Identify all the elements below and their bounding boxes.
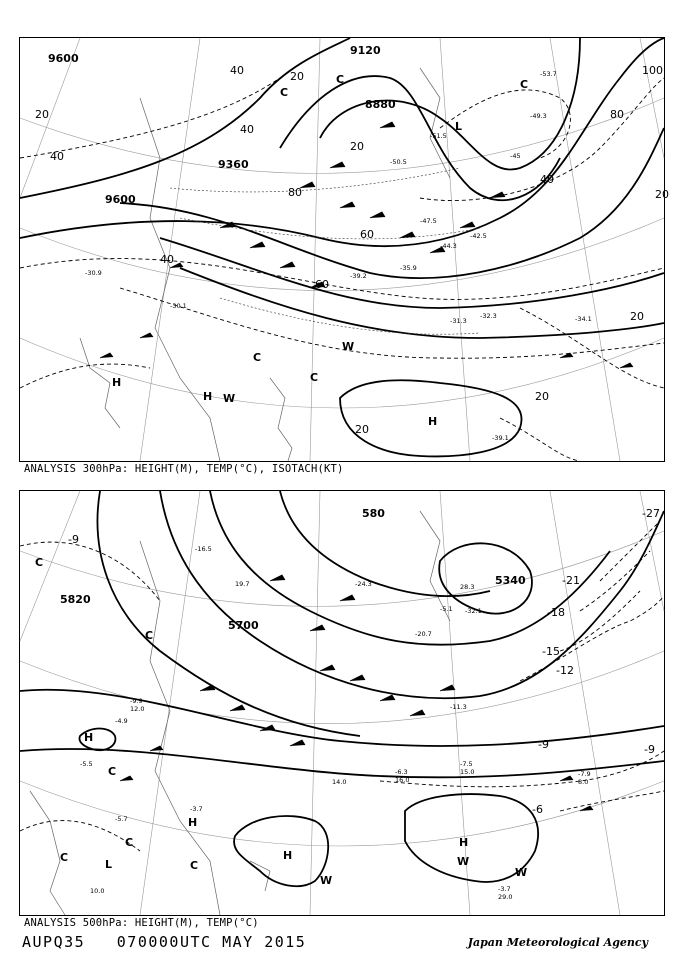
- obs-label: -7.9: [578, 770, 591, 778]
- cold-label: C: [520, 78, 529, 91]
- obs-label: 19.7: [235, 580, 250, 588]
- isotach-label: 40: [50, 150, 64, 163]
- obs-label: 15.0: [460, 768, 475, 776]
- temp-label: -30.1: [170, 302, 187, 310]
- height-label: 9600: [48, 52, 79, 65]
- obs-label: -3.7: [190, 805, 203, 813]
- temp-label: -49.3: [530, 112, 547, 120]
- obs-label: 29.0: [498, 893, 513, 901]
- height-label: 580: [362, 507, 385, 520]
- cold-label: C: [280, 86, 289, 99]
- temp-contour-label: -12: [556, 664, 574, 677]
- obs-label: -7.5: [460, 760, 473, 768]
- isotach-label: 20: [290, 70, 304, 83]
- warm-label: W: [320, 874, 333, 887]
- temp-label: -53.7: [540, 70, 557, 78]
- obs-label: -32.1: [465, 607, 482, 615]
- graticule: [20, 38, 664, 461]
- obs-label: -5.7: [115, 815, 128, 823]
- chart-code: AUPQ35 070000UTC MAY 2015: [22, 933, 307, 951]
- temp-contour-label: -21: [562, 574, 580, 587]
- isotach-labels: [35, 64, 669, 436]
- obs-label: 8.0: [578, 778, 589, 786]
- warm-label: W: [342, 340, 355, 353]
- temp-label: -31.3: [450, 317, 467, 325]
- map-300hpa-drawing: [20, 38, 669, 461]
- isotach-label: 20: [35, 108, 49, 121]
- isotachs: [20, 78, 664, 461]
- temp-label: -39.2: [350, 272, 367, 280]
- low-pressure-label: L: [105, 858, 113, 871]
- warm-label: W: [457, 855, 470, 868]
- obs-label: -3.7: [498, 885, 511, 893]
- temp-label: -39.1: [492, 434, 509, 442]
- caption-300hpa: ANALYSIS 300hPa: HEIGHT(M), TEMP(°C), ISOTACH(KT): [24, 463, 344, 475]
- temp-contour-label: -18: [547, 606, 565, 619]
- isotherms: [20, 521, 664, 851]
- isotach-label: 100: [642, 64, 663, 77]
- system-labels: [112, 73, 528, 428]
- obs-label: -6.3: [395, 768, 408, 776]
- cold-label: C: [190, 859, 199, 872]
- isotach-label: 60: [315, 278, 329, 291]
- high-pressure-label: H: [283, 849, 293, 862]
- high-pressure-label: H: [428, 415, 438, 428]
- obs-label: -4.9: [115, 717, 128, 725]
- cold-label: C: [253, 351, 262, 364]
- obs-label: -5.5: [80, 760, 93, 768]
- cold-label: C: [108, 765, 117, 778]
- obs-label: 14.0: [332, 778, 347, 786]
- temp-contour-label: -6: [532, 803, 543, 816]
- cold-label: C: [336, 73, 345, 86]
- temp-contour-labels: [68, 507, 660, 816]
- warm-label: W: [223, 392, 236, 405]
- obs-label: -16.5: [195, 545, 212, 553]
- height-contours: [20, 38, 664, 456]
- height-label: 5340: [495, 574, 526, 587]
- temp-contour-label: -9: [644, 743, 655, 756]
- temp-label: -45: [510, 152, 521, 160]
- height-label: 9120: [350, 44, 381, 57]
- map-500hpa-drawing: [20, 491, 664, 915]
- temp-contour-label: -9: [68, 533, 79, 546]
- temp-label: -30.9: [85, 269, 102, 277]
- height-labels: [48, 44, 396, 206]
- obs-label: -20.7: [415, 630, 432, 638]
- temp-label: -32.3: [480, 312, 497, 320]
- height-label: 8880: [365, 98, 396, 111]
- temp-contour-label: -27: [642, 507, 660, 520]
- obs-label: 28.3: [460, 583, 475, 591]
- obs-label: -5.1: [440, 605, 453, 613]
- temp-label: -42.5: [470, 232, 487, 240]
- obs-label: 16.0: [395, 776, 410, 784]
- isotach-label: 40: [540, 173, 554, 186]
- obs-label: 10.0: [90, 887, 105, 895]
- graticule: [20, 491, 664, 915]
- caption-500hpa: ANALYSIS 500hPa: HEIGHT(M), TEMP(°C): [24, 917, 259, 929]
- isotach-label: 40: [160, 253, 174, 266]
- temp-label: -35.9: [400, 264, 417, 272]
- isotach-label: 20: [350, 140, 364, 153]
- height-label: 9600: [105, 193, 136, 206]
- isotach-label: 40: [240, 123, 254, 136]
- isotach-label: 20: [630, 310, 644, 323]
- temp-label: -50.5: [390, 158, 407, 166]
- obs-label: -9.9: [130, 697, 143, 705]
- temp-contour-label: -15: [542, 645, 560, 658]
- high-pressure-label: H: [459, 836, 469, 849]
- high-pressure-label: H: [203, 390, 213, 403]
- obs-label: -11.3: [450, 703, 467, 711]
- high-pressure-label: H: [188, 816, 198, 829]
- cold-label: C: [35, 556, 44, 569]
- cold-label: C: [310, 371, 319, 384]
- temp-contour-label: -9: [538, 738, 549, 751]
- height-label: 9360: [218, 158, 249, 171]
- high-pressure-label: H: [84, 731, 94, 744]
- cold-label: C: [125, 836, 134, 849]
- warm-label: W: [515, 866, 528, 879]
- height-label: 5700: [228, 619, 259, 632]
- isotach-label: 60: [360, 228, 374, 241]
- temp-label: -47.5: [420, 217, 437, 225]
- isotach-label: 20: [655, 188, 669, 201]
- temp-label: -34.1: [575, 315, 592, 323]
- map-300hpa: [19, 37, 669, 462]
- low-pressure-label: L: [455, 120, 463, 133]
- isotach-label: 40: [230, 64, 244, 77]
- map-500hpa: [19, 490, 665, 916]
- high-pressure-label: H: [112, 376, 122, 389]
- height-labels: [60, 507, 526, 632]
- isotach-label: 20: [355, 423, 369, 436]
- obs-labels: [80, 545, 591, 901]
- height-label: 5820: [60, 593, 91, 606]
- obs-label: -24.3: [355, 580, 372, 588]
- isotach-label: 20: [535, 390, 549, 403]
- agency-name: Japan Meteorological Agency: [467, 936, 648, 949]
- cold-label: C: [145, 629, 154, 642]
- height-contours: [20, 491, 664, 886]
- isotach-label: 80: [288, 186, 302, 199]
- obs-label: 12.0: [130, 705, 145, 713]
- temp-label: -44.3: [440, 242, 457, 250]
- isotach-label: 80: [610, 108, 624, 121]
- temp-label: -51.5: [430, 132, 447, 140]
- cold-label: C: [60, 851, 69, 864]
